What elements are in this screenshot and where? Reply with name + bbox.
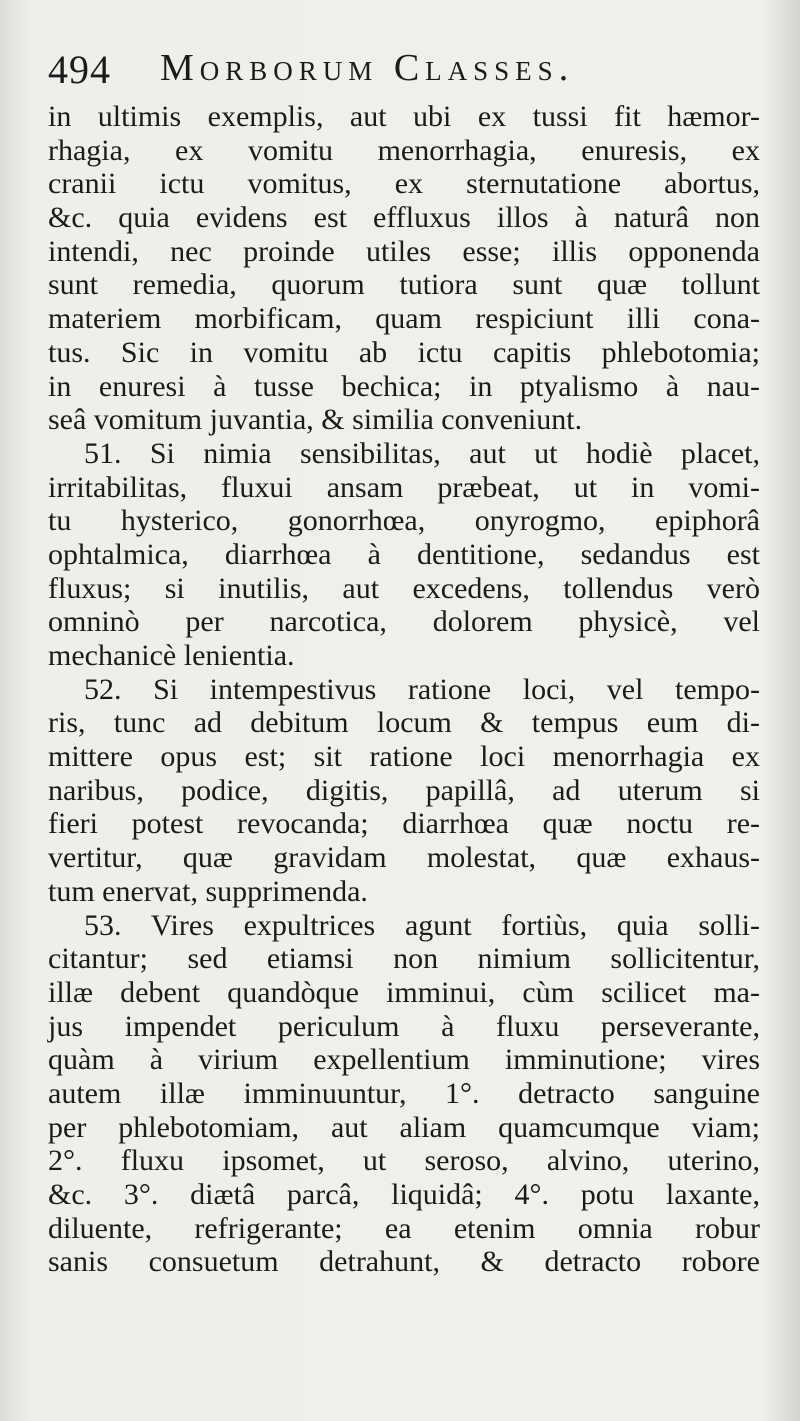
text-line: citantur; sed etiamsi non nimium sollicitentur, <box>48 942 760 976</box>
text-line: cranii ictu vomitus, ex sternutatione abortus, <box>48 167 760 201</box>
text-line: vertitur, quæ gravidam molestat, quæ exhaus- <box>48 841 760 875</box>
text-line: per phlebotomiam, aut aliam quamcumque viam; <box>48 1110 760 1144</box>
paragraph-51-start: 51. Si nimia sensibilitas, aut ut hodiè placet, <box>84 436 760 470</box>
text-line: tu hysterico, gonorrhœa, onyrogmo, epiphorâ <box>48 504 760 538</box>
text-line: tum enervat, supprimenda. <box>48 874 368 908</box>
text-line: mittere opus est; sit ratione loci menorrhagia ex <box>48 740 760 774</box>
text-line: seâ vomitum juvantia, & similia conveniunt. <box>48 403 583 437</box>
text-line: illæ debent quandòque imminui, cùm scilicet ma- <box>48 975 760 1009</box>
text-line: autem illæ imminuuntur, 1°. detracto sanguine <box>48 1076 760 1110</box>
text-line: &c. quia evidens est effluxus illos à naturâ non <box>48 201 760 235</box>
text-line: rhagia, ex vomitu menorrhagia, enuresis, ex <box>48 133 760 167</box>
text-line: &c. 3°. diætâ parcâ, liquidâ; 4°. potu laxante, <box>48 1178 760 1211</box>
text-line: in ultimis exemplis, aut ubi ex tussi fit hæmor- <box>48 100 760 133</box>
text-line: in enuresi à tusse bechica; in ptyalismo à nau- <box>48 369 760 403</box>
text-line: diluente, refrigerante; ea etenim omnia robur <box>48 1211 760 1245</box>
text-line: ophtalmica, diarrhœa à dentitione, sedandus est <box>48 537 760 571</box>
running-title: Morborum Classes. <box>160 47 575 89</box>
text-line: materiem morbificam, quam respiciunt illi cona- <box>48 302 760 336</box>
text-line: tus. Sic in vomitu ab ictu capitis phlebotomia; <box>48 335 760 369</box>
text-line: irritabilitas, fluxui ansam præbeat, ut in vomi- <box>48 470 760 504</box>
body-text <box>48 100 760 1279</box>
text-line: intendi, nec proinde utiles esse; illis opponenda <box>48 234 760 268</box>
text-line: fluxus; si inutilis, aut excedens, tollendus verò <box>48 571 760 605</box>
page-header <box>48 46 768 96</box>
text-line: mechanicè lenientia. <box>48 639 295 672</box>
text-line: fieri potest revocanda; diarrhœa quæ noctu re- <box>48 807 760 841</box>
page-number: 494 <box>48 47 111 92</box>
text-line: 2°. fluxu ipsomet, ut seroso, alvino, uterino, <box>48 1144 760 1178</box>
paragraph-52-start: 52. Si intempestivus ratione loci, vel tempo- <box>84 672 760 706</box>
text-line: ris, tunc ad debitum locum & tempus eum di- <box>48 706 760 740</box>
text-line: sunt remedia, quorum tutiora sunt quæ tollunt <box>48 268 760 302</box>
text-line: jus impendet periculum à fluxu perseverante, <box>48 1009 760 1043</box>
paragraph-53-start: 53. Vires expultrices agunt fortiùs, quia solli- <box>84 908 760 942</box>
text-line: quàm à virium expellentium imminutione; vires <box>48 1043 760 1077</box>
text-line: sanis consuetum detrahunt, & detracto robore <box>48 1245 760 1279</box>
text-line: naribus, podice, digitis, papillâ, ad uterum si <box>48 773 760 807</box>
text-line: omninò per narcotica, dolorem physicè, vel <box>48 605 760 639</box>
